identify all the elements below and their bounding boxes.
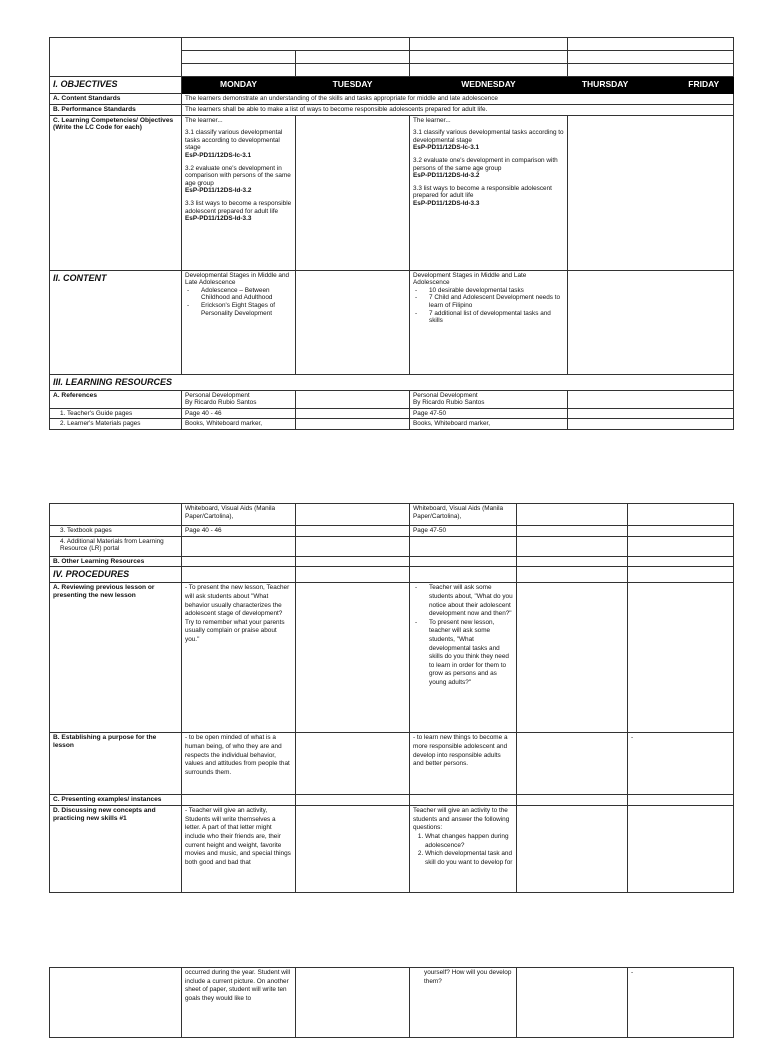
procedure-c-label: C. Presenting examples/ instances: [50, 795, 182, 806]
procedure-d-wednesday: Teacher will give an activity to the students and answer the following questions: 1. What changes happen during adolescence? 2. Which developmental task and skill do you want to develop for: [410, 806, 517, 893]
learners-materials-label: 2. Learner's Materials pages: [50, 419, 182, 430]
procedure-d-friday-cont: -: [628, 968, 734, 1038]
procedure-d-wednesday-cont: yourself? How will you develop them?: [410, 968, 517, 1038]
day-tuesday: TUESDAY: [296, 77, 410, 94]
learners-materials-cont-row: Whiteboard, Visual Aids (Manila Paper/Cartolina), Whiteboard, Visual Aids (Manila Paper/Cartolina),: [50, 504, 734, 526]
procedure-d-monday-cont: occurred during the year. Student will include a current picture. On another sheet of paper, student will write ten goals they would like to: [182, 968, 296, 1038]
content-heading: II. CONTENT: [50, 270, 182, 374]
header-row: [50, 38, 734, 51]
content-standards-row: [50, 94, 734, 105]
competencies-monday: The learner... 3.1 classify various developmental tasks according to developmental stage EsP-PD11/12DS-Ic-3.1 3.2 evaluate one's development in comparison with persons of the same age group EsP-PD11/12DS-Id-3.2 3.3 list ways to become a responsible adolescent prepared for adult life EsP-PD11/12DS-Id-3.3: [182, 115, 296, 270]
competencies-wednesday: The learner... 3.1 classify various developmental tasks according to developmental stage EsP-PD11/12DS-Ic-3.1 3.2 evaluate one's development in comparison with persons of the same age group EsP-PD11/12DS-Id-3.2 3.3 list ways to become a responsible adolescent prepared for adult life EsP-PD11/12DS-Id-3.3: [410, 115, 568, 270]
procedure-c-row: [50, 795, 734, 806]
resources-heading: III. LEARNING RESOURCES: [50, 374, 296, 390]
performance-standards-text: The learners shall be able to make a list of ways to become responsible adolescents prepared for adult life.: [182, 104, 734, 115]
procedure-a-label: A. Reviewing previous lesson or presenting the new lesson: [50, 583, 182, 733]
procedure-b-wednesday: - to learn new things to become a more responsible adolescent and develop into responsible adults and better persons.: [410, 733, 517, 795]
references-row: A. References Personal Development By Ricardo Rubio Santos Personal Development By Ricardo Rubio Santos: [50, 390, 734, 408]
procedure-d-cont-row: [50, 968, 734, 1038]
procedure-a-wednesday: - Teacher will ask some students about, "What do you notice about their adolescent development now and then?" - To present new lesson, teacher will ask some students, "What developmental tasks and skills do you think they need to learn in order for them to grow as persons and as young adults?": [410, 583, 517, 733]
content-standards-text: The learners demonstrate an understanding of the skills and tasks appropriate for middle and late adolescence: [182, 94, 734, 105]
procedure-b-label: B. Establishing a purpose for the lesson: [50, 733, 182, 795]
textbook-row: 3. Textbook pages Page 40 - 46 Page 47-50: [50, 526, 734, 537]
procedure-b-friday: -: [628, 733, 734, 795]
procedure-a-monday: - To present the new lesson, Teacher will ask students about "What behavior usually characterizes the adolescent stage of development? Try to remember what your parents usually complain or praise about you.": [182, 583, 296, 733]
performance-standards-row: [50, 104, 734, 115]
lesson-plan-table-page-1: [49, 37, 734, 430]
objectives-header-row: [50, 77, 734, 94]
content-wednesday: Development Stages in Middle and Late Adolescence - 10 desirable developmental tasks - 7 Child and Adolescent Development needs to learn of Filipino - 7 additional list of developmental tasks and skills: [410, 270, 568, 374]
objectives-heading: I. OBJECTIVES: [50, 77, 182, 94]
procedure-d-monday: - Teacher will give an activity, Students will write themselves a letter. A part of that letter might include who their friends are, their current height and weight, favorite movies and music, and special things both good and bad that: [182, 806, 296, 893]
competencies-thursday-friday: [568, 115, 734, 270]
procedure-d-row: [50, 806, 734, 893]
competencies-label: C. Learning Competencies/ Objectives (Write the LC Code for each): [50, 115, 182, 270]
additional-materials-row: [50, 536, 734, 556]
references-label: A. References: [50, 390, 182, 408]
other-resources-row: [50, 556, 734, 567]
procedures-header-row: [50, 567, 734, 583]
day-thursday: THURSDAY FRIDAY: [568, 77, 734, 94]
additional-materials-label: 4. Additional Materials from Learning Resource (LR) portal: [50, 536, 182, 556]
textbook-label: 3. Textbook pages: [50, 526, 182, 537]
procedure-d-label: D. Discussing new concepts and practicing new skills #1: [50, 806, 182, 893]
procedure-b-row: [50, 733, 734, 795]
day-wednesday: WEDNESDAY: [410, 77, 568, 94]
lesson-plan-table-page-2: [49, 503, 734, 893]
content-monday: Developmental Stages in Middle and Late Adolescence - Adolescence – Between Childhood and Adulthood - Erickson's Eight Stages of Personality Development: [182, 270, 296, 374]
day-monday: MONDAY: [182, 77, 296, 94]
procedures-heading: IV. PROCEDURES: [50, 567, 182, 583]
other-resources-label: B. Other Learning Resources: [50, 556, 182, 567]
content-row: [50, 270, 734, 374]
competencies-tuesday: [296, 115, 410, 270]
teachers-guide-row: 1. Teacher's Guide pages Page 40 - 46 Page 47-50: [50, 408, 734, 419]
competencies-row: [50, 115, 734, 270]
content-standards-label: A. Content Standards: [50, 94, 182, 105]
teachers-guide-label: 1. Teacher's Guide pages: [50, 408, 182, 419]
header-blank-cell: [50, 38, 182, 77]
learners-materials-row: 2. Learner's Materials pages Books, Whiteboard marker, Books, Whiteboard marker,: [50, 419, 734, 430]
procedure-a-row: [50, 583, 734, 733]
procedure-b-monday: - to be open minded of what is a human being, of who they are and respects the individual behavior, values and attitudes from people that surrounds them.: [182, 733, 296, 795]
lesson-plan-table-page-3: [49, 967, 734, 1038]
performance-standards-label: B. Performance Standards: [50, 104, 182, 115]
resources-header-row: [50, 374, 734, 390]
